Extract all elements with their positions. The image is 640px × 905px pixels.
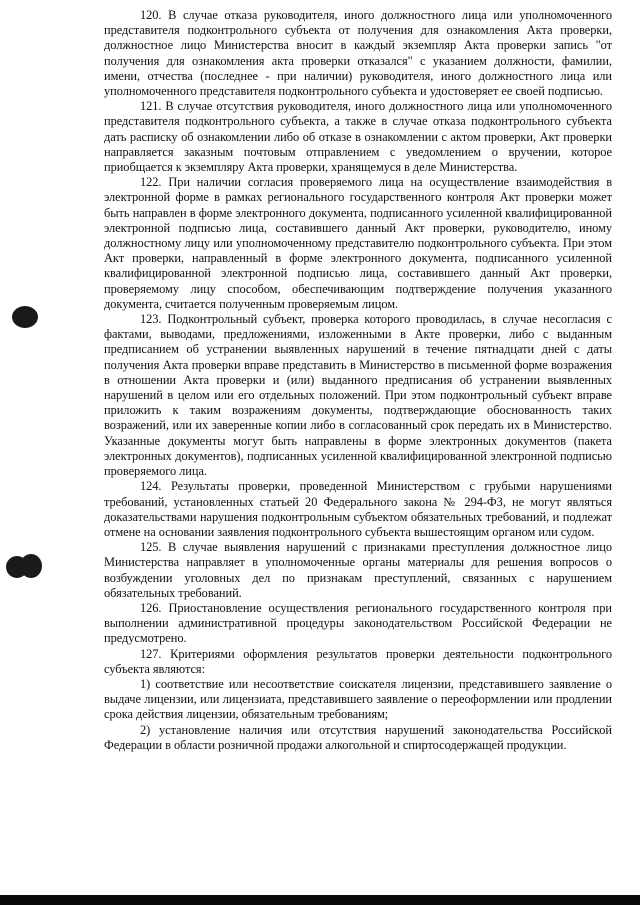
document-body bbox=[104, 8, 612, 753]
paragraph-121: 121. В случае отсутствия руководителя, иного должностного лица или уполномоченного представителя подконтрольного субъекта, а также в случае отказа подконтрольного субъекта дать расписку об ознакомлении либо об отказе в ознакомлении с актом проверки, Акт проверки направляется заказным почтовым отправлением с уведомлением о вручении, которое приобщается к экземпляру Акта проверки, хранящемуся в деле Министерства. bbox=[104, 99, 612, 175]
list-item-2: 2) установление наличия или отсутствия нарушений законодательства Российской Федерации в области розничной продажи алкогольной и спиртосодержащей продукции. bbox=[104, 722, 612, 752]
paragraph-127: 127. Критериями оформления результатов проверки деятельности подконтрольного субъекта являются: bbox=[104, 646, 612, 676]
paragraph-125: 125. В случае выявления нарушений с признаками преступления должностное лицо Министерства направляет в уполномоченные органы материалы для решения вопросов о возбуждении уголовных дел по признакам преступлений, связанных с нарушением обязательных требований. bbox=[104, 540, 612, 600]
paragraph-124: 124. Результаты проверки, проведенной Министерством с грубыми нарушениями требований, установленных статьей 20 Федерального закона № 294-ФЗ, не могут являться доказательствами нарушения подконтрольным субъектом обязательных требований, и подлежат отмене на основании заявления подконтрольного субъекта вышестоящим органом или судом. bbox=[104, 479, 612, 539]
punch-hole-top bbox=[12, 306, 38, 328]
paragraph-122: 122. При наличии согласия проверяемого лица на осуществление взаимодействия в электронной форме в рамках регионального государственного контроля Акт проверки может быть направлен в форме электронного документа, подписанного усиленной квалифицированной электронной подписью лица, составившего данный Акт проверки, руководителю, иному должностному лицу или уполномоченному представителю подконтрольного субъекта. При этом Акт проверки, направленный в форме электронного документа, подписанного усиленной квалифицированной электронной подписью лица, составившего данный Акт проверки, проверяемому лицу способом, обеспечивающим подтверждение получения указанного документа, считается полученным проверяемым лицом. bbox=[104, 175, 612, 311]
paragraph-120: 120. В случае отказа руководителя, иного должностного лица или уполномоченного представителя подконтрольного субъекта от получения для ознакомления Акта проверки, должностное лицо Министерства вносит в каждый экземпляр Акта проверки запись "от получения для ознакомления акта проверки отказался" с указанием должности, фамилии, имени, отчества (последнее - при наличии) руководителя, иного должностного лица или уполномоченного представителя подконтрольного субъекта и удостоверяет ее своей подписью. bbox=[104, 8, 612, 99]
paragraph-123: 123. Подконтрольный субъект, проверка которого проводилась, в случае несогласия с фактами, выводами, предложениями, изложенными в Акте проверки, либо с выданным предписанием об устранении выявленных нарушений в течение пятнадцати дней с даты получения Акта проверки вправе представить в Министерство в письменной форме возражения в отношении Акта проверки и (или) выданного предписания об устранении выявленных нарушений в целом или его отдельных положений. При этом подконтрольный субъект вправе приложить к таким возражениям документы, подтверждающие обоснованность таких возражений, или их заверенные копии либо в согласованный срок передать их в Министерство. Указанные документы могут быть направлены в форме электронных документов (пакета электронных документов), подписанных усиленной квалифицированной электронной подписью проверяемого лица. bbox=[104, 312, 612, 479]
list-item-1: 1) соответствие или несоответствие соискателя лицензии, представившего заявление о выдаче лицензии, или лицензиата, представившего заявление о переоформлении или продлении срока действия лицензии, обязательным требованиям; bbox=[104, 676, 612, 722]
scan-edge-bar bbox=[0, 895, 640, 905]
paragraph-126: 126. Приостановление осуществления регионального государственного контроля при выполнении административной процедуры законодательством Российской Федерации не предусмотрено. bbox=[104, 600, 612, 646]
punch-hole-bottom-right bbox=[20, 554, 42, 578]
